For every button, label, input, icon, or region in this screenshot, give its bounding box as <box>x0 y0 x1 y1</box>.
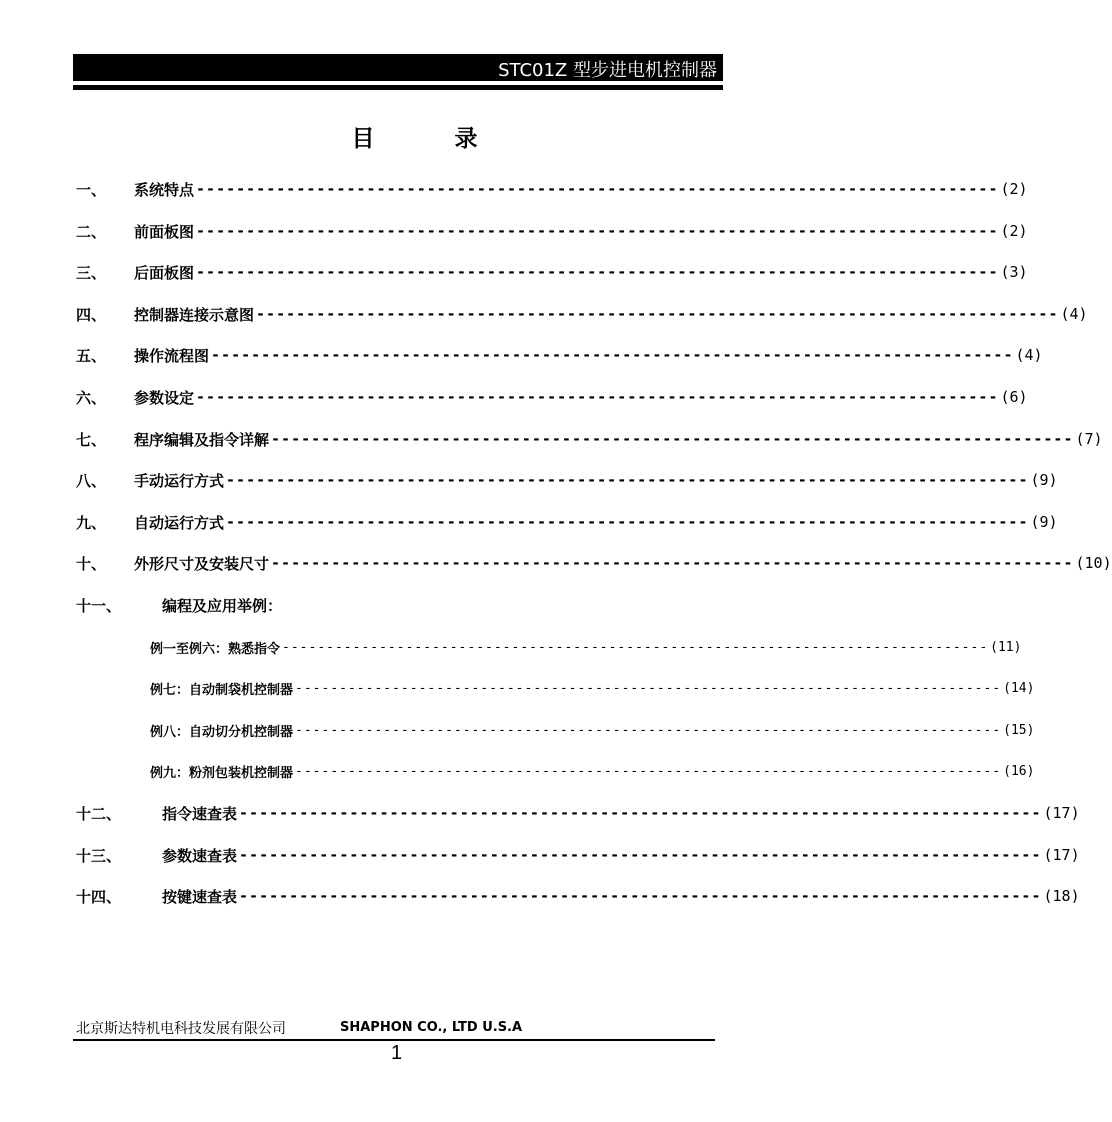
toc-entry-number: 十三、 <box>76 846 122 865</box>
toc-entry-number: 三、 <box>76 263 107 282</box>
toc-subentry-label: 例七：自动制袋机控制器 <box>150 682 294 698</box>
toc-entry-label: 系统特点 <box>134 180 195 199</box>
toc-entry[interactable] <box>76 177 1028 201</box>
toc-leader: -------------------------------------------------------------------------------- <box>295 680 1002 696</box>
header-bar <box>73 54 723 81</box>
page-number: 1 <box>390 1042 403 1064</box>
toc-entry-number: 六、 <box>76 388 107 407</box>
toc-leader: -------------------------------------------------------------------------------- <box>282 639 989 655</box>
toc-entry-label: 自动运行方式 <box>134 513 225 532</box>
toc-leader: -------------------------------------------------------------------------------- <box>196 222 999 240</box>
toc-entry-label: 后面板图 <box>134 263 195 282</box>
toc-subentry-label: 例一至例六：熟悉指令 <box>150 641 281 657</box>
toc-entry-label: 程序编辑及指令详解 <box>134 430 270 449</box>
toc-leader: -------------------------------------------------------------------------------- <box>211 346 1014 364</box>
toc-subentry[interactable] <box>150 676 1035 700</box>
toc-entry[interactable] <box>76 302 1088 326</box>
toc-entry-page: (9) <box>1030 513 1058 531</box>
toc-entry-number: 九、 <box>76 513 107 532</box>
toc-entry-label: 操作流程图 <box>134 346 210 365</box>
toc-entry-number: 八、 <box>76 471 107 490</box>
toc-entry[interactable] <box>76 801 1080 825</box>
toc-leader: -------------------------------------------------------------------------------- <box>226 471 1029 489</box>
toc-leader: -------------------------------------------------------------------------------- <box>271 430 1074 448</box>
toc-entry-page: (2) <box>1000 180 1028 198</box>
toc-entry-page: (17) <box>1043 804 1080 822</box>
toc-leader: -------------------------------------------------------------------------------- <box>239 804 1042 822</box>
toc-entry-number: 十四、 <box>76 887 122 906</box>
toc-subentry-page: (11) <box>990 639 1022 655</box>
toc-leader: -------------------------------------------------------------------------------- <box>196 180 999 198</box>
toc-entry-number: 七、 <box>76 430 107 449</box>
toc-entry-number: 四、 <box>76 305 107 324</box>
toc-leader: -------------------------------------------------------------------------------- <box>196 263 999 281</box>
toc-subentry-page: (14) <box>1003 680 1035 696</box>
toc-leader: -------------------------------------------------------------------------------- <box>239 846 1042 864</box>
toc-entry-page: (3) <box>1000 263 1028 281</box>
toc-entry-number: 十、 <box>76 554 107 573</box>
toc-entry[interactable] <box>76 427 1103 451</box>
toc-entry-label: 手动运行方式 <box>134 471 225 490</box>
toc-entry[interactable] <box>76 385 1028 409</box>
toc-entry-page: (7) <box>1075 430 1103 448</box>
toc-entry-label: 外形尺寸及安装尺寸 <box>134 554 270 573</box>
toc-title: 目 录 <box>351 125 514 152</box>
toc-entry-label: 指令速查表 <box>162 804 238 823</box>
toc-entry-page: (4) <box>1015 346 1043 364</box>
toc-leader: -------------------------------------------------------------------------------- <box>271 554 1074 572</box>
toc-entry-page: (6) <box>1000 388 1028 406</box>
toc-leader: -------------------------------------------------------------------------------- <box>239 887 1042 905</box>
toc-entry-number: 二、 <box>76 222 107 241</box>
toc-entry-number: 十一、 <box>76 596 122 615</box>
toc-leader: -------------------------------------------------------------------------------- <box>295 722 1002 738</box>
toc-entry[interactable] <box>76 219 1028 243</box>
toc-leader: -------------------------------------------------------------------------------- <box>226 513 1029 531</box>
toc-subentry-page: (15) <box>1003 722 1035 738</box>
toc-entry[interactable] <box>76 510 1058 534</box>
toc-entry-label: 参数设定 <box>134 388 195 407</box>
toc-entry-label: 参数速查表 <box>162 846 238 865</box>
toc-entry-number: 一、 <box>76 180 107 199</box>
toc-subentry[interactable] <box>150 759 1035 783</box>
toc-entry-label: 前面板图 <box>134 222 195 241</box>
toc-entry-label: 控制器连接示意图 <box>134 305 255 324</box>
toc-entry-page: (17) <box>1043 846 1080 864</box>
toc-entry[interactable] <box>76 843 1080 867</box>
toc-entry-page: (10) <box>1075 554 1112 572</box>
toc-entry[interactable] <box>76 260 1028 284</box>
toc-entry[interactable] <box>76 468 1058 492</box>
toc-leader: -------------------------------------------------------------------------------- <box>256 305 1059 323</box>
toc-subentry-label: 例八：自动切分机控制器 <box>150 724 294 740</box>
header-rule <box>73 85 723 90</box>
toc-subentry[interactable] <box>150 718 1035 742</box>
toc-entry[interactable] <box>76 343 1043 367</box>
toc-entry-label: 编程及应用举例： <box>162 596 283 615</box>
toc-subentry[interactable] <box>150 635 1022 659</box>
toc-entry[interactable] <box>76 884 1080 908</box>
toc-subentry-page: (16) <box>1003 763 1035 779</box>
toc-leader: -------------------------------------------------------------------------------- <box>196 388 999 406</box>
toc-leader: -------------------------------------------------------------------------------- <box>295 763 1002 779</box>
toc-entry-number: 五、 <box>76 346 107 365</box>
toc-subentry-label: 例九：粉剂包装机控制器 <box>150 765 294 781</box>
footer-company-en: SHAPHON CO., LTD U.S.A <box>340 1020 523 1035</box>
toc-entry[interactable] <box>76 551 1112 575</box>
toc-entry-number: 十二、 <box>76 804 122 823</box>
footer-company-cn: 北京斯达特机电科技发展有限公司 <box>76 1021 286 1037</box>
footer-rule <box>73 1039 715 1041</box>
toc-entry-label: 按键速查表 <box>162 887 238 906</box>
toc-entry-page: (4) <box>1060 305 1088 323</box>
toc-entry-page: (2) <box>1000 222 1028 240</box>
toc-entry-page: (18) <box>1043 887 1080 905</box>
toc-entry-page: (9) <box>1030 471 1058 489</box>
header-title: STC01Z 型步进电机控制器 <box>498 60 717 81</box>
toc-section-heading[interactable] <box>76 593 476 617</box>
